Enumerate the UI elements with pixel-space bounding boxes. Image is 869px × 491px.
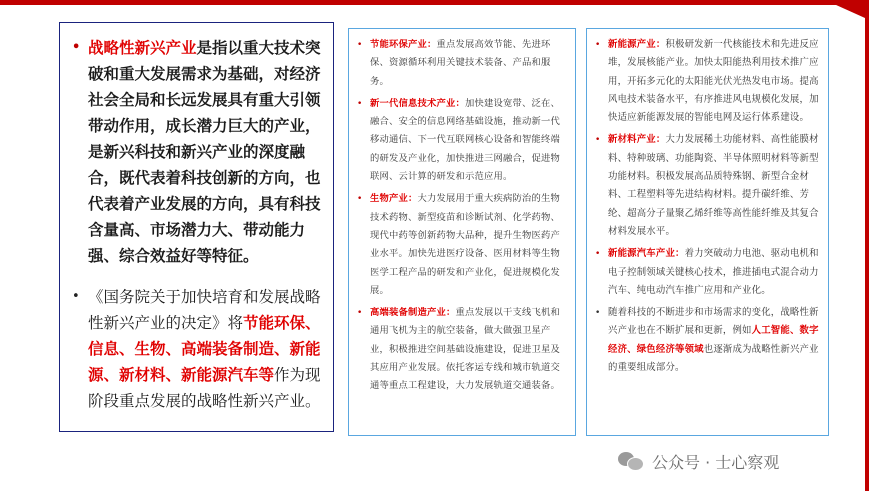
bullet-icon: • (357, 98, 363, 109)
policy-text-start: 《国务院关于加快培育和发展战略性新兴产业的决定》将 (88, 288, 321, 332)
industry-title: 新能源产业： (608, 39, 666, 50)
right-accent-bar (865, 0, 869, 491)
industry-item-new-energy (595, 36, 822, 127)
industry-text: 积极研发新一代核能技术和先进反应堆，发展核能产业。加快太阳能热利用技术推广应用，开拓多元化的太阳能光伏光热发电市场。提高风电技术装备水平，有序推进风电规模化发展，加快适应新能源发展的智能电网及运行体系建设。 (608, 39, 819, 124)
policy-paragraph (70, 284, 323, 414)
industries-highlight: 节能环保、信息、生物、高端装备制造、新能源、新材料、新能源汽车等 (88, 314, 321, 384)
industry-title: 生物产业： (370, 193, 418, 205)
industry-title: 高端装备制造产业： (370, 307, 456, 319)
definition-paragraph (70, 35, 323, 269)
industries-panel-1 (348, 28, 576, 436)
top-accent-bar (0, 0, 869, 5)
industries-panel-2 (586, 28, 829, 436)
industry-text: 着力突破动力电池、驱动电机和电子控制领域关键核心技术，推进插电式混合动力汽车、纯电动汽车推广应用和产业化。 (608, 248, 819, 296)
industry-item-equipment (357, 304, 569, 395)
wechat-watermark (618, 447, 779, 475)
industry-item-energy-saving (357, 36, 569, 91)
bullet-icon: • (72, 289, 80, 304)
bullet-icon: • (357, 308, 363, 319)
watermark-text: 公众号 · 士心察观 (652, 452, 780, 472)
industry-item-bio (357, 190, 569, 300)
trends-highlight: 人工智能、数字经济、绿色经济等领域 (608, 325, 819, 355)
industry-item-nev (595, 245, 822, 300)
bullet-icon: • (595, 40, 601, 50)
bullet-icon: • (595, 135, 601, 146)
industry-text: 加快建设宽带、泛在、融合、安全的信息网络基础设施，推动新一代移动通信、下一代互联网核心设备和智能终端的研发及产业化，加快推进三网融合，促进物联网、云计算的研发和示范应用。 (370, 97, 560, 183)
trends-text-start: 随着科技的不断进步和市场需求的变化，战略性新兴产业也在不断扩展和更新，例如 (608, 307, 819, 337)
bullet-icon: • (357, 40, 363, 50)
industry-text: 重点发展高效节能、先进环保、资源循环利用关键技术装备、产品和服务。 (370, 39, 551, 87)
bullet-icon: • (72, 40, 81, 55)
industry-title: 新一代信息技术产业： (370, 97, 465, 109)
emerging-trends-item (595, 304, 822, 377)
bullet-icon: • (357, 194, 363, 205)
industry-title: 新材料产业： (608, 134, 666, 146)
industry-item-it (357, 95, 569, 186)
bullet-icon: • (595, 249, 601, 260)
industry-title: 新能源汽车产业： (608, 248, 685, 260)
policy-text-end: 作为现阶段重点发展的战略性新兴产业。 (88, 366, 321, 410)
bullet-icon: • (595, 308, 601, 319)
industry-item-new-materials (595, 131, 822, 241)
definition-text: 是指以重大技术突破和重大发展需求为基础，对经济社会全局和长远发展具有重大引领带动作用，成长潜力巨大的产业，是新兴科技和新兴产业的深度融合，既代表着科技创新的方向，也代表着产业发展的方向，具有科技含量高、市场潜力大、带动能力强、综合效益好等特征。 (88, 39, 321, 265)
industry-text: 重点发展以干支线飞机和通用飞机为主的航空装备，做大做强卫星产业，积极推进空间基础设施建设，促进卫星及其应用产业发展。依托客运专线和城市轨道交通等重点工程建设，大力发展轨道交通装备。 (370, 307, 560, 392)
industry-text: 大力发展用于重大疾病防治的生物技术药物、新型疫苗和诊断试剂、化学药物、现代中药等创新药物大品种，提升生物医药产业水平。加快先进医疗设备、医用材料等生物医学工程产品的研发和产业化，促进规模化发展。 (370, 193, 560, 296)
wechat-icon (618, 450, 644, 472)
industry-title: 节能环保产业： (370, 39, 437, 50)
definition-panel (59, 22, 334, 432)
term-highlight: 战略性新兴产业 (88, 39, 197, 57)
industry-text: 大力发展稀土功能材料、高性能膜材料、特种玻璃、功能陶瓷、半导体照明材料等新型功能材料。积极发展高品质特殊钢、新型合金材料、工程塑料等先进结构材料。提升碳纤维、芳纶、超高分子量聚乙烯纤维等高性能纤维及其复合材料发展水平。 (608, 134, 819, 237)
trends-text-end: 也逐渐成为战略性新兴产业的重要组成部分。 (608, 343, 819, 374)
corner-accent (825, 0, 865, 18)
